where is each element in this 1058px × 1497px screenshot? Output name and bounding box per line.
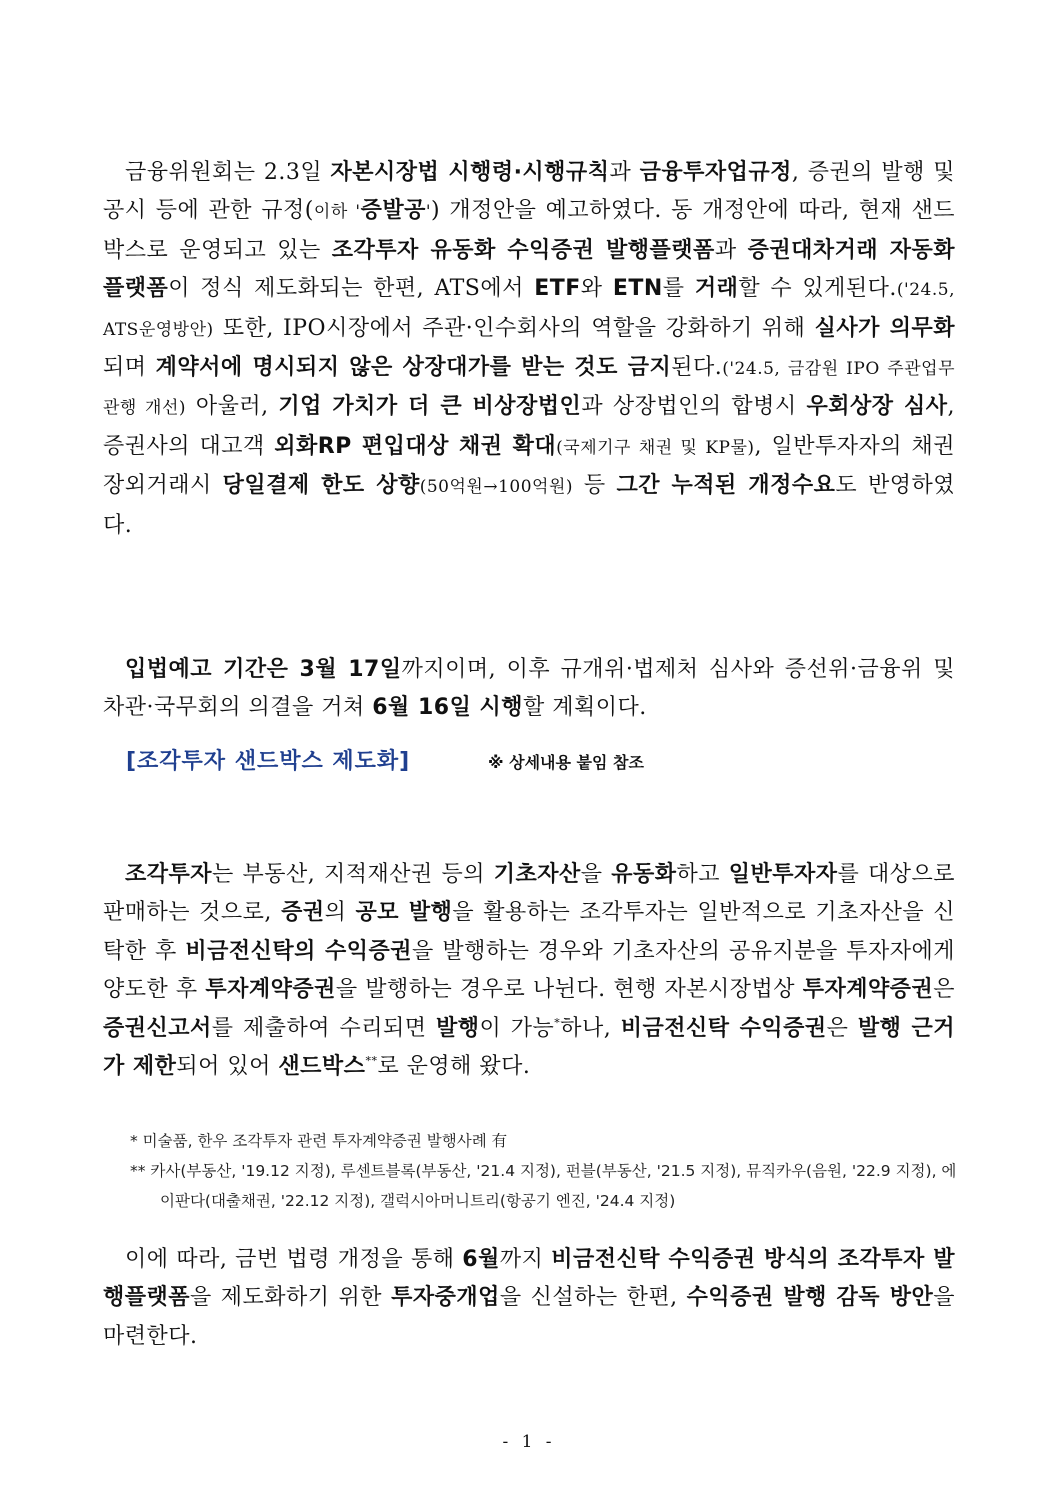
section-heading: [조각투자 샌드박스 제도화] — [126, 749, 411, 774]
section-note: ※ 상세내용 붙임 참조 — [488, 753, 644, 772]
platform-paragraph: 이에 따라, 금번 법령 개정을 통해 6월까지 비금전신탁 수익증권 방식의 조각투자 발행플랫폼을 제도화하기 위한 투자중개업을 신설하는 한편, 수익증권 발행 감독 방안을 마련한다. — [103, 1247, 956, 1349]
page-number: - 1 - — [502, 1432, 556, 1452]
intro-paragraph: 금융위원회는 2.3일 자본시장법 시행령·시행규칙과 금융투자업규정, 증권의 발행 및 공시 등에 관한 규정(이하 '증발공') 개정안을 예고하였다. 동 개정안에 따라, 현재 샌드박스로 운영되고 있는 조각투자 유동화 수익증권 발행플랫폼과 증권대차거래 자동화 플랫폼이 정식 제도화되는 한편, ATS에서 ETF와 ETN를 거래할 수 있게된다.('24.5, ATS운영방안) 또한, IPO시장에서 주관·인수회사의 역할을 강화하기 위해 실사가 의무화되며 계약서에 명시되지 않은 상장대가를 받는 것도 금지된다.('24.5, 금감원 IPO 주관업무 관행 개선) 아울러, 기업 가치가 더 큰 비상장법인과 상장법인의 합병시 우회상장 심사, 증권사의 대고객 외화RP 편입대상 채권 확대(국제기구 채권 및 KP물), 일반투자자의 채권 장외거래시 당일결제 한도 상향(50억원→100억원) 등 그간 누적된 개정수요도 반영하였다. — [103, 160, 956, 538]
legislative-notice-paragraph: 입법예고 기간은 3월 17일까지이며, 이후 규개위·법제처 심사와 증선위·금융위 및 차관·국무회의 의결을 거쳐 6월 16일 시행할 계획이다. — [103, 657, 955, 721]
footnote-1: * 미술품, 한우 조각투자 관련 투자계약증권 발행사례 有 — [130, 1132, 508, 1150]
fractional-investment-paragraph: 조각투자는 부동산, 지적재산권 등의 기초자산을 유동화하고 일반투자자를 대상으로 판매하는 것으로, 증권의 공모 발행을 활용하는 조각투자는 일반적으로 기초자산을 신탁한 후 비금전신탁의 수익증권을 발행하는 경우와 기초자산의 공유지분을 투자자에게 양도한 후 투자계약증권을 발행하는 경우로 나뉜다. 현행 자본시장법상 투자계약증권은 증권신고서를 제출하여 수리되면 발행이 가능*하나, 비금전신탁 수익증권은 발행 근거가 제한되어 있어 샌드박스**로 운영해 왔다. — [103, 862, 956, 1080]
footnote-2: ** 카사(부동산, '19.12 지정), 루센트블록(부동산, '21.4 지정), 펀블(부동산, '21.5 지정), 뮤직카우(음원, '22.9 지정), 에이판다(대출채권, '22.12 지정), 갤럭시아머니트리(항공기 엔진, '24.4 지정) — [130, 1162, 957, 1210]
